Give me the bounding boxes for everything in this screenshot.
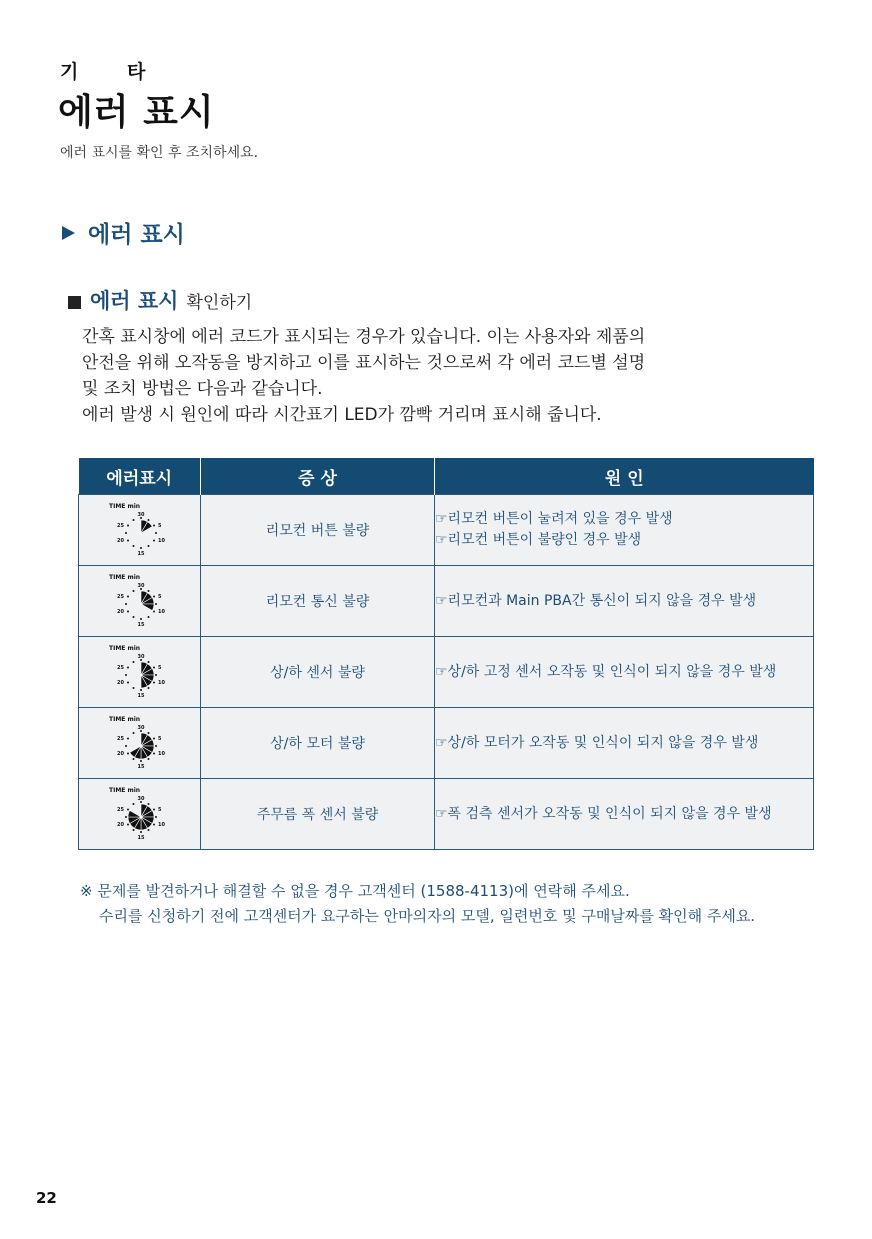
dial-dot [148, 616, 150, 618]
dial-dot [127, 753, 129, 755]
dial-dot [155, 674, 157, 676]
cause-line: ☞상/하 고정 센서 오작동 및 인식이 되지 않을 경우 발생 [435, 663, 777, 680]
dial-mark-label: 10 [158, 680, 165, 686]
dial-dot [148, 687, 150, 689]
table-row [79, 779, 814, 850]
triangle-bullet-icon [62, 226, 75, 240]
dial-mark-label: 5 [158, 523, 162, 529]
dial-mark-label: 25 [117, 594, 124, 600]
dial-lit-segment [128, 811, 141, 818]
dial-dot [127, 682, 129, 684]
table-row [79, 566, 814, 637]
dial-mark-label: 15 [137, 622, 145, 628]
dial-mark-label: 15 [137, 551, 145, 557]
footnote-line: 수리를 신청하기 전에 고객센터가 요구하는 안마의자의 모델, 일련번호 및 구매날짜를 확인해 주세요. [99, 907, 756, 925]
page-number: 22 [36, 1189, 57, 1207]
dial-dot [127, 525, 129, 527]
dial-mark-label: 10 [158, 538, 165, 544]
dial-mark-label: 25 [117, 736, 124, 742]
dial-dot [133, 590, 135, 592]
dial-dot [140, 831, 142, 833]
intro-paragraph [82, 324, 802, 428]
table-header-row [79, 458, 814, 495]
dial-dot [127, 824, 129, 826]
category-kicker: 기 타 [60, 61, 167, 83]
dial-mark-label: 5 [158, 807, 162, 813]
cause-line: ☞리모컨과 Main PBA간 통신이 되지 않을 경우 발생 [435, 592, 757, 609]
cause-cell [435, 708, 814, 779]
dial-dot [140, 547, 142, 549]
dial-mark-label: 30 [137, 512, 145, 518]
error-dial-cell [79, 708, 201, 779]
dial-dot [148, 661, 150, 663]
dial-dot [153, 525, 155, 527]
symptom-cell: 리모컨 통신 불량 [201, 566, 435, 637]
symptom-cell: 주무름 폭 센서 불량 [201, 779, 435, 850]
cause-line: ☞리모컨 버튼이 눌려져 있을 경우 발생 [435, 511, 673, 527]
dial-dot [133, 803, 135, 805]
dial-lit-segment [141, 604, 154, 611]
dial-dot [148, 732, 150, 734]
footnote [80, 879, 755, 929]
dial-dot [153, 596, 155, 598]
error-dial-cell [79, 637, 201, 708]
sub-heading-rest: 확인하기 [186, 293, 253, 313]
dial-mark-label: 20 [117, 822, 124, 828]
dial-dot [153, 753, 155, 755]
intro-line: 및 조치 방법은 다음과 같습니다. [82, 379, 323, 399]
intro-line: 간혹 표시창에 에러 코드가 표시되는 경우가 있습니다. 이는 사용자와 제품의 [82, 327, 646, 347]
intro-line: 안전을 위해 오작동을 방지하고 이를 표시하는 것으로써 각 에러 코드별 설명 [82, 353, 646, 373]
error-table [78, 458, 814, 850]
dial-mark-label: 30 [137, 583, 145, 589]
dial-dot [153, 540, 155, 542]
dial-dot [155, 532, 157, 534]
dial-mark-label: 15 [137, 764, 145, 770]
cause-line: ☞상/하 모터가 오작동 및 인식이 되지 않을 경우 발생 [435, 734, 759, 751]
dial-dot [153, 809, 155, 811]
dial-dot [153, 667, 155, 669]
error-dial-cell [79, 566, 201, 637]
footnote-line: ※ 문제를 발견하거나 해결할 수 없을 경우 고객센터 (1588-4113)에 연락해 주세요. [80, 882, 630, 900]
dial-mark-label: 20 [117, 751, 124, 757]
dial-dot [133, 829, 135, 831]
dial-dot [125, 532, 127, 534]
dial-time-label: TIME min [109, 787, 141, 794]
timer-dial-icon [107, 785, 177, 845]
error-dial-cell [79, 779, 201, 850]
cause-line: ☞폭 검측 센서가 오작동 및 인식이 되지 않을 경우 발생 [435, 805, 772, 822]
dial-mark-label: 20 [117, 609, 124, 615]
symptom-cell: 상/하 센서 불량 [201, 637, 435, 708]
dial-dot [127, 738, 129, 740]
table-row [79, 637, 814, 708]
dial-mark-label: 30 [137, 725, 145, 731]
dial-mark-label: 10 [158, 751, 165, 757]
timer-dial-icon [107, 643, 177, 703]
dial-dot [127, 809, 129, 811]
timer-dial-icon [107, 714, 177, 774]
dial-dot [133, 687, 135, 689]
dial-mark-label: 5 [158, 736, 162, 742]
dial-dot [133, 661, 135, 663]
dial-time-label: TIME min [109, 645, 141, 652]
dial-dot [125, 603, 127, 605]
dial-mark-label: 25 [117, 665, 124, 671]
dial-dot [148, 545, 150, 547]
symptom-cell: 상/하 모터 불량 [201, 708, 435, 779]
dial-dot [148, 519, 150, 521]
dial-dot [155, 745, 157, 747]
dial-dot [133, 545, 135, 547]
table-row [79, 708, 814, 779]
cause-cell [435, 637, 814, 708]
dial-dot [133, 519, 135, 521]
cause-line: ☞리모컨 버튼이 불량인 경우 발생 [435, 532, 642, 548]
dial-dot [127, 596, 129, 598]
dial-time-label: TIME min [109, 716, 141, 723]
dial-dot [153, 682, 155, 684]
dial-dot [148, 829, 150, 831]
dial-dot [140, 760, 142, 762]
dial-mark-label: 25 [117, 807, 124, 813]
dial-dot [155, 603, 157, 605]
page-subtitle: 에러 표시를 확인 후 조치하세요. [60, 145, 259, 161]
dial-dot [125, 674, 127, 676]
dial-dot [148, 590, 150, 592]
dial-dot [133, 758, 135, 760]
symptom-cell: 리모컨 버튼 불량 [201, 495, 435, 566]
header-symptom: 증 상 [201, 458, 435, 495]
dial-mark-label: 10 [158, 822, 165, 828]
timer-dial-icon [107, 572, 177, 632]
dial-mark-label: 30 [137, 654, 145, 660]
dial-mark-label: 5 [158, 665, 162, 671]
dial-mark-label: 15 [137, 693, 145, 699]
dial-mark-label: 25 [117, 523, 124, 529]
header-cause: 원 인 [435, 458, 814, 495]
page-title: 에러 표시 [58, 92, 215, 133]
dial-mark-label: 20 [117, 538, 124, 544]
dial-dot [133, 732, 135, 734]
section-heading [62, 216, 185, 249]
dial-mark-label: 20 [117, 680, 124, 686]
dial-dot [127, 540, 129, 542]
header-error-display: 에러표시 [79, 458, 201, 495]
error-dial-cell [79, 495, 201, 566]
dial-mark-label: 5 [158, 594, 162, 600]
dial-dot [153, 738, 155, 740]
section-heading-text: 에러 표시 [88, 222, 185, 248]
sub-heading [68, 285, 252, 315]
dial-dot [140, 689, 142, 691]
dial-dot [153, 824, 155, 826]
dial-dot [125, 816, 127, 818]
dial-dot [148, 758, 150, 760]
table-row [79, 495, 814, 566]
intro-line: 에러 발생 시 원인에 따라 시간표기 LED가 깜빡 거리며 표시해 줍니다. [82, 405, 602, 425]
dial-time-label: TIME min [109, 574, 141, 581]
square-bullet-icon [68, 296, 81, 309]
dial-dot [153, 611, 155, 613]
dial-dot [125, 745, 127, 747]
sub-heading-strong: 에러 표시 [90, 289, 179, 313]
dial-dot [140, 618, 142, 620]
cause-cell [435, 779, 814, 850]
dial-mark-label: 15 [137, 835, 145, 841]
dial-dot [127, 667, 129, 669]
dial-dot [133, 616, 135, 618]
dial-mark-label: 30 [137, 796, 145, 802]
dial-dot [155, 816, 157, 818]
timer-dial-icon [107, 501, 177, 561]
dial-dot [127, 611, 129, 613]
dial-mark-label: 10 [158, 609, 165, 615]
dial-time-label: TIME min [109, 503, 141, 510]
cause-cell [435, 495, 814, 566]
cause-cell [435, 566, 814, 637]
dial-dot [148, 803, 150, 805]
